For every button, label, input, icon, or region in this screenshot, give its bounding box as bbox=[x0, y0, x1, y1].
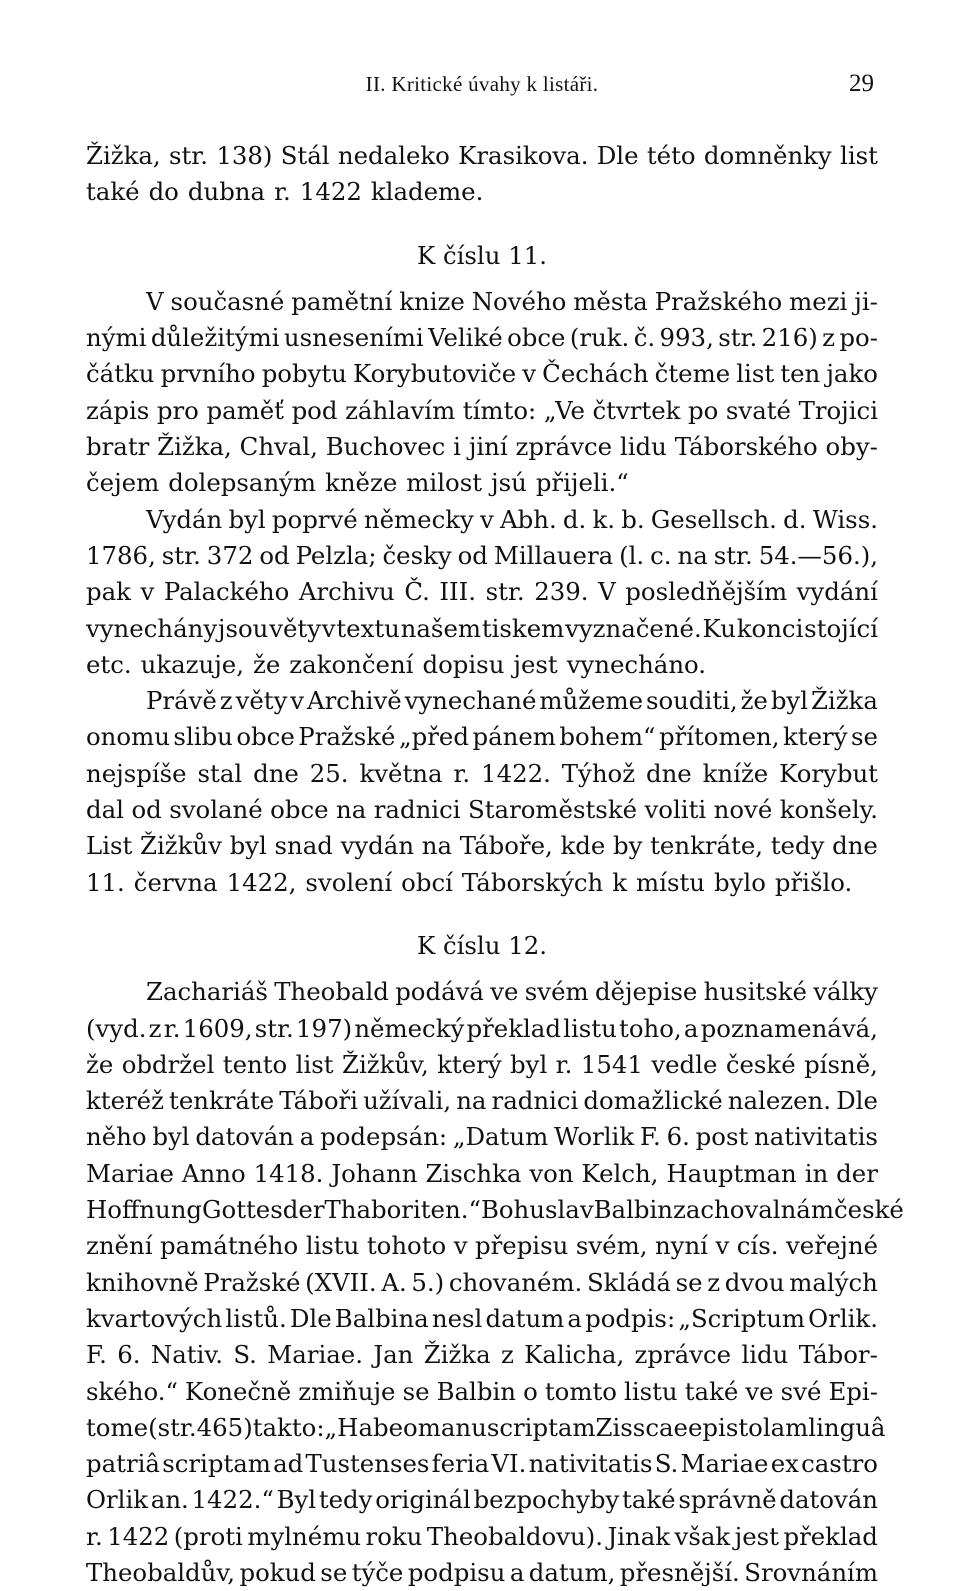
text-line: Theobaldův, pokud se týče podpisu a datum, přesnější. Srovnáním bbox=[86, 1557, 878, 1587]
text-line: dal od svolané obce na radnici Staroměstské voliti nové konšely. bbox=[86, 795, 878, 825]
text-line: ského.“ Konečně zmiňuje se Balbin o tomto listu také ve své Epi- bbox=[86, 1376, 878, 1406]
text-line: patriâ scriptam ad Tustenses feria VI. nativitatis S. Mariae ex castro bbox=[86, 1449, 878, 1479]
page-number: 29 bbox=[849, 70, 874, 97]
text-line: kteréž tenkráte Tábořі užívali, na radnici domažlické nalezen. Dle bbox=[86, 1086, 878, 1116]
text-line: List Žižkův byl snad vydán na Táboře, kde by tenkráte, tedy dne bbox=[86, 831, 878, 861]
text-line: Zachariáš Theobald podává ve svém dějepise husitské války bbox=[146, 977, 878, 1007]
text-line: etc. ukazuje, že zakončení dopisu jest vynecháno. bbox=[86, 649, 707, 679]
text-line: (vyd. z r. 1609, str. 197) německý překlad listu toho, a poznamenává, bbox=[86, 1013, 878, 1043]
text-line: znění památného listu tohoto v přepisu svém, nyní v cís. veřejné bbox=[86, 1231, 878, 1261]
paragraph bbox=[86, 284, 878, 502]
running-title: II. Kritické úvahy k listáři. bbox=[365, 72, 599, 96]
text-line: Orlik an. 1422.“ Byl tedy originál bezpochyby také správně datován bbox=[86, 1485, 878, 1515]
text-line: čejem dolepsaným kněze milost jsú přijeli.“ bbox=[86, 468, 629, 498]
body-text bbox=[86, 138, 904, 1591]
text-line: Žižka, str. 138) Stál nedaleko Krasikova. Dle této domněnky list bbox=[86, 141, 878, 170]
text-line: nými důležitými usneseními Veliké obce (ruk. č. 993, str. 216) z po- bbox=[86, 323, 878, 353]
paragraph bbox=[86, 502, 878, 683]
section-heading: K číslu 12. bbox=[416, 930, 547, 960]
text-line: tome (str. 465) takto: „Habeo manuscriptam Zisscae epistolam linguâ bbox=[86, 1412, 886, 1442]
text-line: také do dubna r. 1422 klademe. bbox=[86, 177, 484, 207]
text-line: 1786, str. 372 od Pelzla; česky od Millauera (l. c. na str. 54.—56.), bbox=[86, 540, 878, 570]
text-line: r. 1422 (proti mylnému roku Theobaldovu). Jinak však jest překlad bbox=[86, 1521, 878, 1551]
paragraph bbox=[86, 683, 878, 901]
text-line: Vydán byl poprvé německy v Abh. d. k. b. Gesellsch. d. Wiss. bbox=[146, 504, 878, 534]
text-line: něho byl datován a podepsán: „Datum Worlik F. 6. post nativitatis bbox=[86, 1122, 878, 1152]
text-line: 11. června 1422, svolení obcí Táborských k místu bylo přišlo. bbox=[86, 867, 853, 897]
text-line: V současné pamětní knize Nového města Pražského mezi ji- bbox=[146, 286, 878, 316]
text-line: Právě z věty v Archivě vynechané můžeme souditi, že byl Žižka bbox=[146, 686, 878, 716]
text-line: nejspíše stal dne 25. května r. 1422. Týhož dne kníže Korybut bbox=[86, 758, 878, 788]
text-line: knihovně Pražské (XVII. A. 5.) chovaném. Skládá se z dvou malých bbox=[86, 1267, 878, 1297]
text-line: onomu slibu obce Pražské „před pánem bohem“ přítomen, který se bbox=[86, 722, 878, 752]
text-line: Mariae Anno 1418. Johann Zischka von Kelch, Hauptman in der bbox=[86, 1158, 878, 1188]
text-line: čátku prvního pobytu Korybutoviče v Čechách čteme list ten jako bbox=[86, 359, 878, 389]
paragraph bbox=[86, 974, 904, 1591]
text-line: pak v Palackého Archivu Č. III. str. 239. V posledňějším vydání bbox=[86, 577, 878, 607]
text-line: kvartových listů. Dle Balbina nesl datum a podpis: „Scriptum Orlik. bbox=[86, 1303, 878, 1333]
text-line: že obdržel tento list Žižkův, který byl r. 1541 vedle české písně, bbox=[86, 1049, 878, 1079]
text-line: zápis pro paměť pod záhlavím tímto: „Ve čtvrtek po svaté Trojici bbox=[86, 395, 878, 425]
text-line: bratr Žižka, Chval, Buchovec i jiní zprávce lidu Táborského oby- bbox=[86, 432, 878, 462]
section-heading: K číslu 11. bbox=[416, 240, 547, 270]
book-page bbox=[86, 64, 904, 1591]
text-line: vynechány jsou věty v textu našem tiskem vyznačené. Ku konci stojící bbox=[86, 613, 878, 643]
paragraph bbox=[86, 138, 878, 211]
running-header bbox=[86, 64, 878, 104]
text-line: Hoffnung Gottes der Thaboriten.“ Bohuslav Balbin zachoval nám české bbox=[86, 1195, 904, 1225]
text-line: F. 6. Nativ. S. Mariae. Jan Žižka z Kalicha, zprávce lidu Tábor- bbox=[86, 1340, 878, 1370]
